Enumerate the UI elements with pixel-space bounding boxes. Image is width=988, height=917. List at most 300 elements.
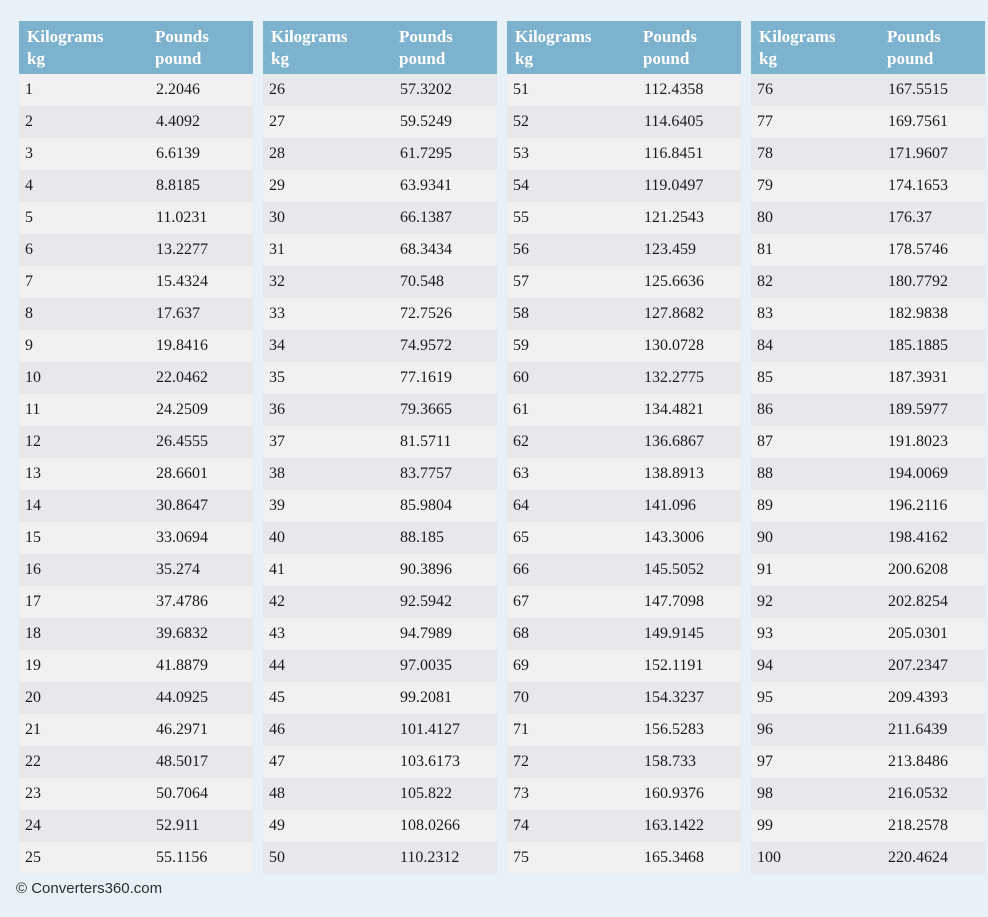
pounds-value: 194.0069 <box>888 465 948 482</box>
kg-value: 9 <box>25 337 33 354</box>
pounds-value: 216.0532 <box>888 785 948 802</box>
pounds-value: 26.4555 <box>156 433 208 450</box>
kilograms-column-header <box>515 26 643 74</box>
kg-value: 66 <box>513 561 529 578</box>
table-row <box>19 714 253 746</box>
kg-value: 21 <box>25 721 41 738</box>
kg-value: 86 <box>757 401 773 418</box>
kg-value: 91 <box>757 561 773 578</box>
table-row <box>19 106 253 138</box>
pounds-value: 35.274 <box>156 561 200 578</box>
kg-value: 33 <box>269 305 285 322</box>
kg-value: 32 <box>269 273 285 290</box>
kg-value: 42 <box>269 593 285 610</box>
pounds-value: 171.9607 <box>888 145 948 162</box>
pounds-value: 37.4786 <box>156 593 208 610</box>
kg-value: 47 <box>269 753 285 770</box>
pounds-value: 207.2347 <box>888 657 948 674</box>
pounds-value: 13.2277 <box>156 241 208 258</box>
pounds-value: 88.185 <box>400 529 444 546</box>
pounds-value: 83.7757 <box>400 465 452 482</box>
table-row <box>507 554 741 586</box>
table-row <box>507 298 741 330</box>
pounds-value: 44.0925 <box>156 689 208 706</box>
pounds-value: 202.8254 <box>888 593 948 610</box>
table-header <box>507 21 741 74</box>
pounds-header-label: Pounds <box>399 27 453 46</box>
kg-value: 70 <box>513 689 529 706</box>
table-row <box>19 202 253 234</box>
kg-value: 10 <box>25 369 41 386</box>
kg-unit-label: kg <box>27 49 45 68</box>
kg-value: 58 <box>513 305 529 322</box>
table-row <box>19 554 253 586</box>
pounds-value: 152.1191 <box>644 657 704 674</box>
pounds-value: 116.8451 <box>644 145 704 162</box>
pounds-value: 211.6439 <box>888 721 948 738</box>
pounds-value: 79.3665 <box>400 401 452 418</box>
pounds-value: 59.5249 <box>400 113 452 130</box>
kg-value: 20 <box>25 689 41 706</box>
pounds-value: 123.459 <box>644 241 696 258</box>
table-row <box>263 618 497 650</box>
pounds-value: 154.3237 <box>644 689 704 706</box>
pounds-value: 46.2971 <box>156 721 208 738</box>
table-row <box>751 202 985 234</box>
pounds-value: 141.096 <box>644 497 696 514</box>
table-row <box>507 170 741 202</box>
table-row <box>19 138 253 170</box>
table-row <box>751 778 985 810</box>
pounds-value: 22.0462 <box>156 369 208 386</box>
pounds-value: 90.3896 <box>400 561 452 578</box>
table-row <box>19 522 253 554</box>
kg-value: 39 <box>269 497 285 514</box>
kg-value: 98 <box>757 785 773 802</box>
table-row <box>507 778 741 810</box>
table-row <box>263 394 497 426</box>
table-row <box>751 746 985 778</box>
pounds-column-header <box>887 26 985 74</box>
kg-value: 100 <box>757 849 781 866</box>
pounds-header-label: Pounds <box>643 27 697 46</box>
table-row <box>507 458 741 490</box>
table-row <box>19 490 253 522</box>
kg-value: 82 <box>757 273 773 290</box>
kg-value: 25 <box>25 849 41 866</box>
table-row <box>751 842 985 874</box>
kg-value: 16 <box>25 561 41 578</box>
kilograms-header-label: Kilograms <box>271 27 348 46</box>
kg-value: 55 <box>513 209 529 226</box>
table-row <box>19 842 253 874</box>
kg-value: 90 <box>757 529 773 546</box>
kg-value: 77 <box>757 113 773 130</box>
table-row <box>19 234 253 266</box>
pounds-value: 97.0035 <box>400 657 452 674</box>
kg-value: 26 <box>269 81 285 98</box>
kg-value: 80 <box>757 209 773 226</box>
kg-value: 60 <box>513 369 529 386</box>
kg-value: 71 <box>513 721 529 738</box>
kg-value: 62 <box>513 433 529 450</box>
pounds-column-header <box>399 26 497 74</box>
table-row <box>751 298 985 330</box>
kg-value: 48 <box>269 785 285 802</box>
kg-value: 88 <box>757 465 773 482</box>
kg-value: 64 <box>513 497 529 514</box>
table-row <box>263 842 497 874</box>
table-row <box>19 266 253 298</box>
table-row <box>507 106 741 138</box>
table-row <box>263 522 497 554</box>
table-row <box>263 554 497 586</box>
copyright-footer: © Converters360.com <box>16 880 163 897</box>
pounds-value: 191.8023 <box>888 433 948 450</box>
table-row <box>19 810 253 842</box>
pounds-value: 8.8185 <box>156 177 200 194</box>
table-row <box>507 650 741 682</box>
kg-value: 97 <box>757 753 773 770</box>
pounds-value: 68.3434 <box>400 241 452 258</box>
kg-value: 52 <box>513 113 529 130</box>
pounds-value: 11.0231 <box>156 209 208 226</box>
pound-unit-label: pound <box>887 49 934 68</box>
kg-value: 72 <box>513 753 529 770</box>
pounds-value: 92.5942 <box>400 593 452 610</box>
table-row <box>19 330 253 362</box>
table-row <box>507 746 741 778</box>
pounds-column-header <box>155 26 253 74</box>
table-row <box>19 426 253 458</box>
conversion-tables-row <box>19 21 985 874</box>
table-row <box>507 138 741 170</box>
table-row <box>263 778 497 810</box>
pounds-value: 112.4358 <box>644 81 704 98</box>
kg-unit-label: kg <box>271 49 289 68</box>
kg-unit-label: kg <box>515 49 533 68</box>
kg-value: 15 <box>25 529 41 546</box>
kilograms-header-label: Kilograms <box>515 27 592 46</box>
pound-unit-label: pound <box>155 49 202 68</box>
pounds-value: 209.4393 <box>888 689 948 706</box>
conversion-table-2 <box>263 21 497 874</box>
table-row <box>507 586 741 618</box>
pounds-value: 33.0694 <box>156 529 208 546</box>
pounds-value: 169.7561 <box>888 113 948 130</box>
kg-value: 57 <box>513 273 529 290</box>
table-row <box>751 714 985 746</box>
pounds-value: 163.1422 <box>644 817 704 834</box>
table-row <box>507 74 741 106</box>
kg-value: 76 <box>757 81 773 98</box>
pounds-value: 213.8486 <box>888 753 948 770</box>
pounds-value: 19.8416 <box>156 337 208 354</box>
kg-value: 38 <box>269 465 285 482</box>
table-row <box>751 490 985 522</box>
kilograms-column-header <box>759 26 887 74</box>
table-row <box>263 234 497 266</box>
pounds-value: 198.4162 <box>888 529 948 546</box>
kg-value: 75 <box>513 849 529 866</box>
pounds-value: 101.4127 <box>400 721 460 738</box>
pounds-value: 147.7098 <box>644 593 704 610</box>
kg-value: 43 <box>269 625 285 642</box>
kg-value: 37 <box>269 433 285 450</box>
kg-value: 83 <box>757 305 773 322</box>
kg-value: 95 <box>757 689 773 706</box>
table-row <box>507 490 741 522</box>
pounds-value: 180.7792 <box>888 273 948 290</box>
table-row <box>263 106 497 138</box>
conversion-table-4 <box>751 21 985 874</box>
table-row <box>507 682 741 714</box>
kg-value: 46 <box>269 721 285 738</box>
kilograms-header-label: Kilograms <box>27 27 104 46</box>
kilograms-column-header <box>271 26 399 74</box>
table-row <box>263 650 497 682</box>
pounds-value: 134.4821 <box>644 401 704 418</box>
pound-unit-label: pound <box>643 49 690 68</box>
kg-value: 56 <box>513 241 529 258</box>
pounds-value: 66.1387 <box>400 209 452 226</box>
kg-value: 41 <box>269 561 285 578</box>
table-row <box>507 330 741 362</box>
kg-value: 27 <box>269 113 285 130</box>
table-row <box>263 586 497 618</box>
conversion-table-1 <box>19 21 253 874</box>
kg-value: 94 <box>757 657 773 674</box>
table-row <box>263 298 497 330</box>
table-row <box>19 586 253 618</box>
table-header <box>19 21 253 74</box>
kg-value: 8 <box>25 305 33 322</box>
pounds-value: 99.2081 <box>400 689 452 706</box>
pounds-value: 2.2046 <box>156 81 200 98</box>
pounds-value: 108.0266 <box>400 817 460 834</box>
pounds-value: 145.5052 <box>644 561 704 578</box>
kg-value: 96 <box>757 721 773 738</box>
kg-value: 4 <box>25 177 33 194</box>
table-row <box>263 682 497 714</box>
pounds-value: 132.2775 <box>644 369 704 386</box>
table-row <box>19 394 253 426</box>
kg-value: 61 <box>513 401 529 418</box>
pounds-value: 50.7064 <box>156 785 208 802</box>
kg-value: 1 <box>25 81 33 98</box>
table-row <box>751 458 985 490</box>
pounds-value: 156.5283 <box>644 721 704 738</box>
kg-value: 50 <box>269 849 285 866</box>
pounds-value: 24.2509 <box>156 401 208 418</box>
table-row <box>19 74 253 106</box>
pounds-value: 176.37 <box>888 209 932 226</box>
kg-value: 24 <box>25 817 41 834</box>
pounds-value: 196.2116 <box>888 497 948 514</box>
table-row <box>263 74 497 106</box>
kg-value: 81 <box>757 241 773 258</box>
kg-value: 65 <box>513 529 529 546</box>
pounds-value: 103.6173 <box>400 753 460 770</box>
table-row <box>263 362 497 394</box>
pounds-value: 187.3931 <box>888 369 948 386</box>
pounds-value: 28.6601 <box>156 465 208 482</box>
kg-value: 93 <box>757 625 773 642</box>
kg-value: 35 <box>269 369 285 386</box>
table-row <box>19 298 253 330</box>
pounds-value: 121.2543 <box>644 209 704 226</box>
pounds-value: 220.4624 <box>888 849 948 866</box>
kg-value: 19 <box>25 657 41 674</box>
kg-value: 89 <box>757 497 773 514</box>
pounds-value: 218.2578 <box>888 817 948 834</box>
kg-value: 68 <box>513 625 529 642</box>
pounds-value: 165.3468 <box>644 849 704 866</box>
pounds-value: 178.5746 <box>888 241 948 258</box>
table-row <box>751 810 985 842</box>
kg-value: 92 <box>757 593 773 610</box>
pounds-value: 41.8879 <box>156 657 208 674</box>
pounds-value: 167.5515 <box>888 81 948 98</box>
table-row <box>507 426 741 458</box>
table-row <box>19 458 253 490</box>
table-row <box>751 586 985 618</box>
table-row <box>751 394 985 426</box>
table-header <box>751 21 985 74</box>
pounds-value: 149.9145 <box>644 625 704 642</box>
kg-value: 34 <box>269 337 285 354</box>
pounds-value: 70.548 <box>400 273 444 290</box>
pound-unit-label: pound <box>399 49 446 68</box>
kg-value: 30 <box>269 209 285 226</box>
pounds-value: 94.7989 <box>400 625 452 642</box>
kg-value: 85 <box>757 369 773 386</box>
pounds-value: 77.1619 <box>400 369 452 386</box>
kg-value: 36 <box>269 401 285 418</box>
table-row <box>263 426 497 458</box>
pounds-value: 4.4092 <box>156 113 200 130</box>
pounds-value: 182.9838 <box>888 305 948 322</box>
pounds-value: 55.1156 <box>156 849 208 866</box>
kg-value: 29 <box>269 177 285 194</box>
pounds-value: 52.911 <box>156 817 200 834</box>
table-row <box>751 330 985 362</box>
table-row <box>19 746 253 778</box>
table-row <box>263 746 497 778</box>
pounds-value: 185.1885 <box>888 337 948 354</box>
table-row <box>507 234 741 266</box>
kg-value: 7 <box>25 273 33 290</box>
table-row <box>751 522 985 554</box>
table-row <box>507 394 741 426</box>
table-row <box>751 170 985 202</box>
table-row <box>19 618 253 650</box>
pounds-value: 136.6867 <box>644 433 704 450</box>
pounds-value: 74.9572 <box>400 337 452 354</box>
kg-value: 28 <box>269 145 285 162</box>
pounds-column-header <box>643 26 741 74</box>
pounds-value: 174.1653 <box>888 177 948 194</box>
pounds-value: 127.8682 <box>644 305 704 322</box>
pounds-value: 6.6139 <box>156 145 200 162</box>
kg-value: 45 <box>269 689 285 706</box>
kg-value: 51 <box>513 81 529 98</box>
pounds-value: 200.6208 <box>888 561 948 578</box>
kg-value: 79 <box>757 177 773 194</box>
pounds-value: 119.0497 <box>644 177 704 194</box>
table-row <box>263 330 497 362</box>
kg-value: 74 <box>513 817 529 834</box>
table-row <box>507 266 741 298</box>
table-row <box>19 778 253 810</box>
table-row <box>507 362 741 394</box>
kg-value: 2 <box>25 113 33 130</box>
kg-value: 22 <box>25 753 41 770</box>
kg-value: 49 <box>269 817 285 834</box>
kg-value: 99 <box>757 817 773 834</box>
pounds-value: 160.9376 <box>644 785 704 802</box>
table-row <box>507 522 741 554</box>
kg-unit-label: kg <box>759 49 777 68</box>
pounds-header-label: Pounds <box>887 27 941 46</box>
table-row <box>751 266 985 298</box>
pounds-value: 72.7526 <box>400 305 452 322</box>
table-row <box>507 842 741 874</box>
kg-value: 40 <box>269 529 285 546</box>
conversion-table-3 <box>507 21 741 874</box>
table-row <box>263 458 497 490</box>
kg-value: 5 <box>25 209 33 226</box>
table-row <box>507 810 741 842</box>
pounds-value: 48.5017 <box>156 753 208 770</box>
kilograms-header-label: Kilograms <box>759 27 836 46</box>
table-row <box>751 682 985 714</box>
table-row <box>507 714 741 746</box>
kg-value: 3 <box>25 145 33 162</box>
kg-value: 73 <box>513 785 529 802</box>
kg-value: 69 <box>513 657 529 674</box>
table-row <box>263 810 497 842</box>
pounds-value: 105.822 <box>400 785 452 802</box>
pounds-value: 110.2312 <box>400 849 460 866</box>
pounds-value: 205.0301 <box>888 625 948 642</box>
table-row <box>19 650 253 682</box>
table-row <box>751 74 985 106</box>
kg-value: 6 <box>25 241 33 258</box>
table-row <box>263 714 497 746</box>
pounds-value: 17.637 <box>156 305 200 322</box>
pounds-header-label: Pounds <box>155 27 209 46</box>
table-row <box>751 650 985 682</box>
pounds-value: 85.9804 <box>400 497 452 514</box>
pounds-value: 15.4324 <box>156 273 208 290</box>
pounds-value: 61.7295 <box>400 145 452 162</box>
table-row <box>19 362 253 394</box>
kg-value: 84 <box>757 337 773 354</box>
kg-value: 13 <box>25 465 41 482</box>
table-row <box>263 170 497 202</box>
kg-value: 14 <box>25 497 41 514</box>
table-row <box>751 106 985 138</box>
table-row <box>751 426 985 458</box>
pounds-value: 30.8647 <box>156 497 208 514</box>
pounds-value: 138.8913 <box>644 465 704 482</box>
table-row <box>751 362 985 394</box>
pounds-value: 143.3006 <box>644 529 704 546</box>
table-row <box>19 682 253 714</box>
pounds-value: 125.6636 <box>644 273 704 290</box>
kg-value: 59 <box>513 337 529 354</box>
